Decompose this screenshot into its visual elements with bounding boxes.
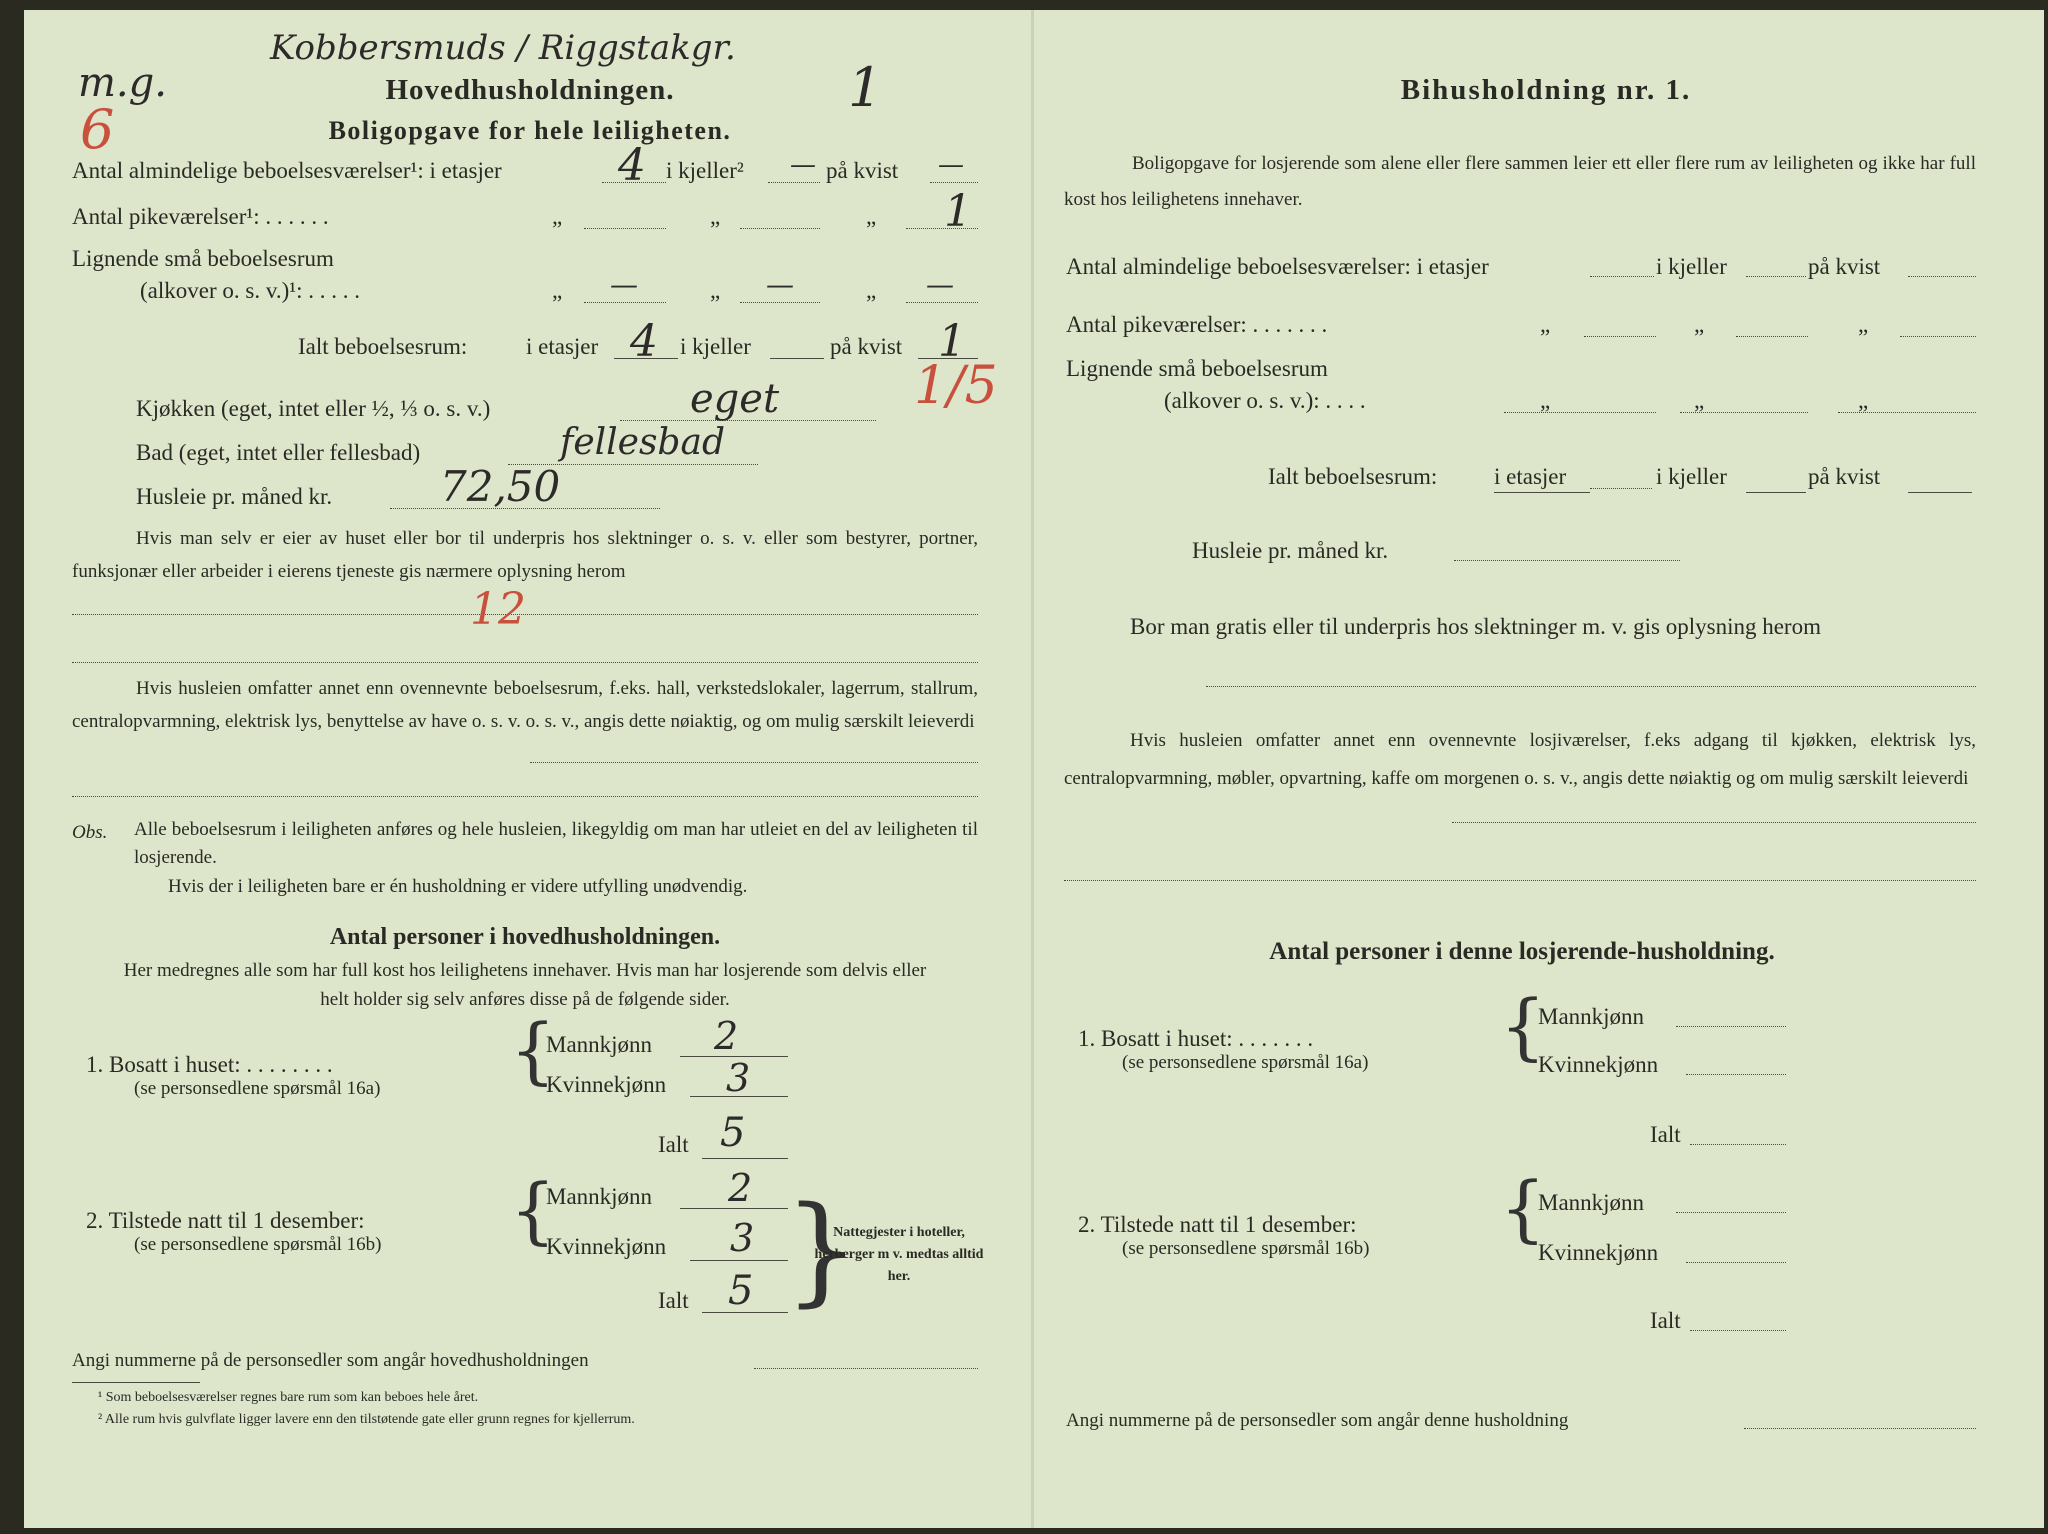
- persons-title: Antal personer i hovedhusholdningen.: [329, 924, 721, 950]
- husleie-label: Husleie pr. måned kr.: [136, 484, 333, 509]
- row1-kjeller-value: —: [790, 150, 816, 180]
- right-q1-ialt-label: Ialt: [1650, 1122, 1681, 1147]
- row2-label: Antal pikeværelser¹: . . . . . .: [72, 204, 329, 229]
- angi-text: Angi nummerne på de personsedler som angår hovedhusholdningen: [72, 1350, 589, 1371]
- right-ialt-kjeller: i kjeller: [1656, 464, 1727, 489]
- obs-label: Obs.: [72, 822, 108, 843]
- right-q1-kvinne-label: Kvinnekjønn: [1538, 1052, 1659, 1077]
- row1-label: Antal almindelige beboelsesværelser¹: i etasjer: [72, 158, 502, 183]
- margin-note-mg: m.g.: [78, 60, 167, 106]
- natt-note: Nattegjester i hoteller, herberger m v. medtas alltid her.: [814, 1225, 984, 1284]
- q1-sub: (se personsedlene spørsmål 16a): [134, 1078, 381, 1099]
- row1-kvist-label: på kvist: [826, 158, 899, 183]
- right-row3-label: Lignende små beboelsesrum: [1066, 356, 1328, 381]
- handwritten-12: 12: [470, 584, 526, 635]
- q2-ialt-value: 5: [728, 1268, 754, 1314]
- eier-text: Hvis man selv er eier av huset eller bor til underpris hos slektninger o. s. v. eller som bestyrer, portner, funksjonær eller arbeider i eierens tjeneste gis nærmere oplysning herom: [72, 528, 978, 582]
- q2-mann-label: Mannkjønn: [546, 1184, 653, 1209]
- row1-etasjer-value: 4: [618, 140, 646, 191]
- q2-mann-value: 2: [728, 1166, 753, 1210]
- obs-text: Alle beboelsesrum i leiligheten anføres og hele husleien, likegyldig om man har utleiet en del av leiligheten til losjerende.: [134, 819, 978, 868]
- right-q2-sub: (se personsedlene spørsmål 16b): [1122, 1238, 1370, 1259]
- right-q1-mann-label: Mannkjønn: [1538, 1004, 1645, 1029]
- kjokken-label: Kjøkken (eget, intet eller ½, ⅓ o. s. v.): [136, 396, 491, 421]
- ialt-kjeller-label: i kjeller: [680, 334, 751, 359]
- row3-label: Lignende små beboelsesrum: [72, 246, 334, 271]
- row1-kvist-value: —: [938, 150, 964, 180]
- right-q2-ialt-label: Ialt: [1650, 1308, 1681, 1333]
- right-ialt-kvist: på kvist: [1808, 464, 1881, 489]
- footnote-2: ² Alle rum hvis gulvflate ligger lavere enn den tilstøtende gate eller grunn regnes for kjellerrum.: [98, 1412, 635, 1427]
- ialt-kvist-label: på kvist: [830, 334, 903, 359]
- kjokken-value: eget: [690, 376, 780, 422]
- handwritten-street: Kobbersmuds / Riggstakgr.: [270, 28, 736, 68]
- margin-note-6: 6: [80, 98, 115, 161]
- q2-kvinne-label: Kvinnekjønn: [546, 1234, 667, 1259]
- right-husleie-label: Husleie pr. måned kr.: [1192, 538, 1389, 563]
- row2-kvist-value: 1: [944, 186, 972, 237]
- right-persons-title: Antal personer i denne losjerende-husholdning.: [1269, 938, 1775, 965]
- omfatter-text: Hvis husleien omfatter annet enn ovennevnte beboelsesrum, f.eks. hall, verkstedslokaler, lagerrum, stallrum, centralopvarmning, elektrisk lys, benyttelse av have o. s. v. o. s. v., angis dette nøiaktig, og om mulig særskilt leieverdi: [72, 678, 978, 732]
- right-intro: Boligopgave for losjerende som alene eller flere sammen leier ett eller flere rum av leiligheten og ikke har full kost hos leilighetens innehaver.: [1064, 153, 1976, 210]
- right-row2-label: Antal pikeværelser: . . . . . . .: [1066, 312, 1328, 337]
- right-q2-mann-label: Mannkjønn: [1538, 1190, 1645, 1215]
- footnote-1: ¹ Som beboelsesværelser regnes bare rum som kan beboes hele året.: [98, 1390, 479, 1405]
- q2-label: 2. Tilstede natt til 1 desember:: [86, 1208, 365, 1233]
- q1-label: 1. Bosatt i huset: . . . . . . . .: [86, 1052, 333, 1077]
- husleie-value: 72,50: [440, 462, 561, 511]
- q1-ialt-label: Ialt: [658, 1132, 689, 1157]
- right-omfatter-text: Hvis husleien omfatter annet enn ovennevnte losjiværelser, f.eks adgang til kjøkken, elektrisk lys, centralopvarmning, møbler, opvartning, kaffe om morgenen o. s. v., angis dette nøiaktig og om mulig særskilt leieverdi: [1064, 730, 1976, 789]
- right-q2-label: 2. Tilstede natt til 1 desember:: [1078, 1212, 1357, 1237]
- q1-kvinne-value: 3: [726, 1056, 751, 1100]
- bad-value: fellesbad: [560, 422, 725, 463]
- right-q2-kvinne-label: Kvinnekjønn: [1538, 1240, 1659, 1265]
- ialt-kvist-value: 1: [938, 316, 966, 367]
- ialt-etasjer-label: i etasjer: [526, 334, 599, 359]
- row3-kvist-value: —: [926, 268, 954, 301]
- persons-intro: Her medregnes alle som har full kost hos leilighetens innehaver. Hvis man har losjerende som delvis eller helt holder sig selv anføres disse på de følgende sider.: [123, 960, 927, 1010]
- handwritten-1: 1: [848, 56, 883, 119]
- right-q1-sub: (se personsedlene spørsmål 16a): [1122, 1052, 1369, 1073]
- right-angi-text: Angi nummerne på de personsedler som angår denne husholdning: [1066, 1410, 1569, 1431]
- right-gratis-text: Bor man gratis eller til underpris hos slektninger m. v. gis oplysning herom: [1130, 614, 1821, 639]
- right-ialt-label: Ialt beboelsesrum:: [1268, 464, 1438, 489]
- page-fold: [1031, 10, 1034, 1528]
- q1-ialt-value: 5: [720, 1110, 746, 1156]
- right-row1-kvist: på kvist: [1808, 254, 1881, 279]
- row1-kjeller-label: i kjeller²: [666, 158, 744, 183]
- right-row1-label: Antal almindelige beboelsesværelser: i etasjer: [1066, 254, 1489, 279]
- page-title: Hovedhusholdningen.: [385, 74, 675, 106]
- q1-mann-label: Mannkjønn: [546, 1032, 653, 1057]
- q2-kvinne-value: 3: [730, 1216, 755, 1260]
- row3-etasjer-value: —: [610, 268, 638, 301]
- q1-mann-value: 2: [714, 1014, 739, 1058]
- ialt-etasjer-value: 4: [630, 316, 658, 367]
- bad-label: Bad (eget, intet eller fellesbad): [136, 440, 421, 465]
- right-row3-sub: (alkover o. s. v.): . . . .: [1164, 388, 1366, 413]
- right-q1-label: 1. Bosatt i huset: . . . . . . .: [1078, 1026, 1314, 1051]
- right-ialt-etasjer: i etasjer: [1494, 464, 1567, 489]
- q1-kvinne-label: Kvinnekjønn: [546, 1072, 667, 1097]
- handwritten-1-5: 1/5: [914, 356, 998, 416]
- q2-sub: (se personsedlene spørsmål 16b): [134, 1234, 382, 1255]
- right-row1-kjeller: i kjeller: [1656, 254, 1727, 279]
- q2-ialt-label: Ialt: [658, 1288, 689, 1313]
- ialt-label: Ialt beboelsesrum:: [298, 334, 468, 359]
- row3-label-sub: (alkover o. s. v.)¹: . . . . .: [140, 278, 361, 303]
- right-title: Bihusholdning nr. 1.: [1400, 74, 1692, 106]
- row3-kjeller-value: —: [766, 268, 794, 301]
- obs-text-2: Hvis der i leiligheten bare er én husholdning er videre utfylling unødvendig.: [168, 876, 748, 897]
- page-subtitle: Boligopgave for hele leiligheten.: [328, 116, 732, 145]
